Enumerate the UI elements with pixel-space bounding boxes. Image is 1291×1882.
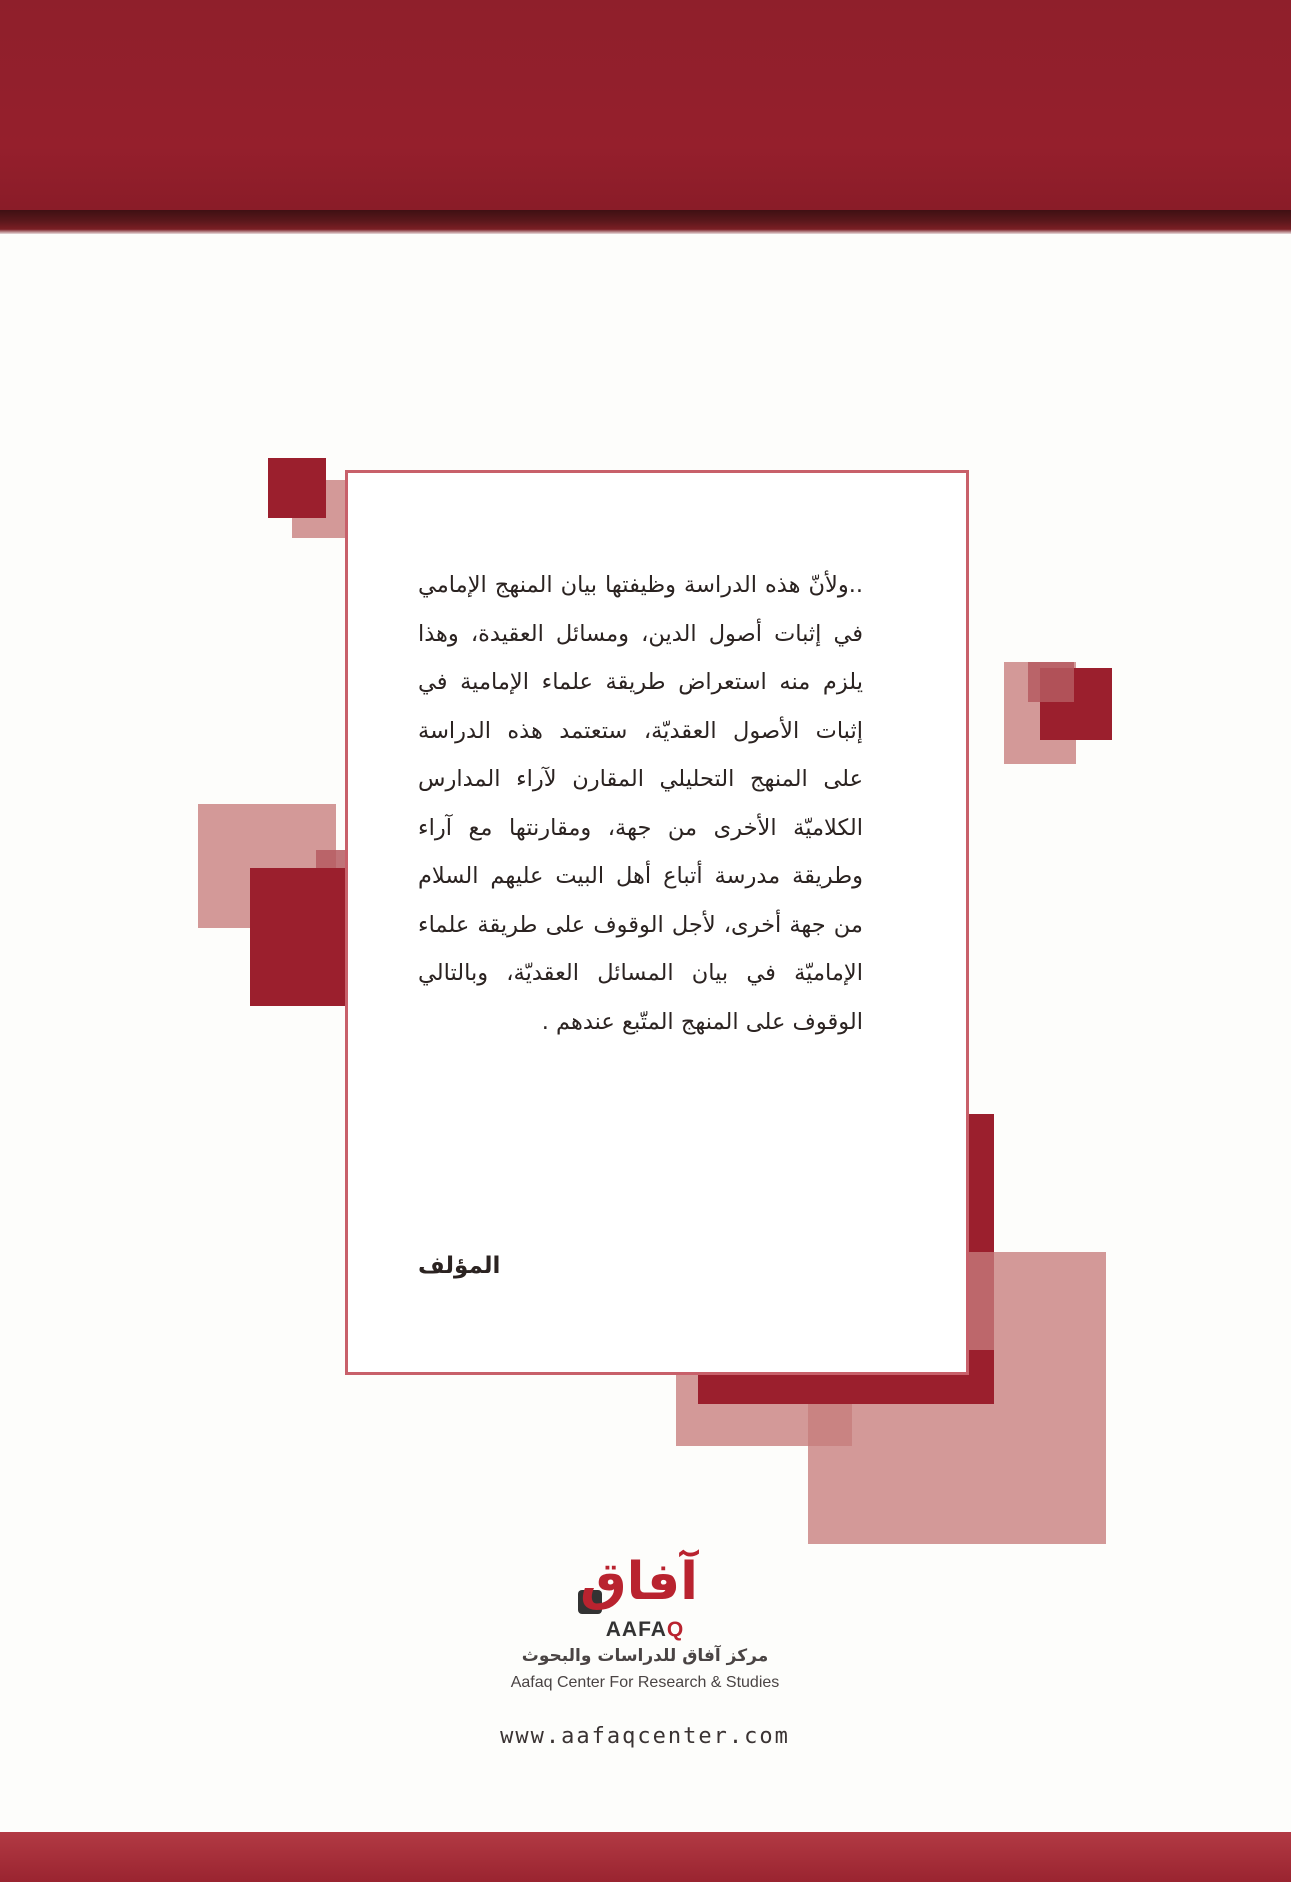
logo-latin-main: AAFA xyxy=(605,1618,667,1641)
publisher-name-arabic: مركز آفاق للدراسات والبحوث xyxy=(521,1646,769,1666)
decor-square-top-left-dark xyxy=(268,458,326,518)
logo-latin-wordmark xyxy=(578,1618,712,1642)
blurb-author: المؤلف xyxy=(418,1253,501,1279)
logo-latin-q: Q xyxy=(666,1618,685,1641)
bottom-maroon-band xyxy=(0,1832,1291,1882)
publisher-logo xyxy=(470,1550,820,1750)
decor-square-left-dark xyxy=(250,868,350,1006)
logo-mark xyxy=(578,1550,712,1626)
publisher-website: www.aafaqcenter.com xyxy=(500,1724,790,1749)
blurb-panel xyxy=(345,470,969,1375)
logo-arabic-wordmark: آفاق xyxy=(580,1552,698,1612)
publisher-name-english: Aafaq Center For Research & Studies xyxy=(510,1674,780,1691)
blurb-paragraph: ..ولأنّ هذه الدراسة وظيفتها بيان المنهج الإمامي في إثبات أصول الدين، ومسائل العقيدة، وهذا يلزم منه استعراض طريقة علماء الإمامية في إثبات الأصول العقديّة، ستعتمد هذه الدراسة على المنهج التحليلي المقارن لآراء المدارس الكلاميّة الأخرى من جهة، ومقارنتها مع آراء وطريقة مدرسة أتباع أهل البيت عليهم السلام من جهة أخرى، لأجل الوقوف على طريقة علماء الإماميّة في بيان المسائل العقديّة، وبالتالي الوقوف على المنهج المتّبع عندهم . xyxy=(418,572,863,1035)
top-maroon-band xyxy=(0,0,1291,210)
top-band-shadow-edge xyxy=(0,210,1291,234)
decor-square-right-small xyxy=(1028,662,1074,702)
